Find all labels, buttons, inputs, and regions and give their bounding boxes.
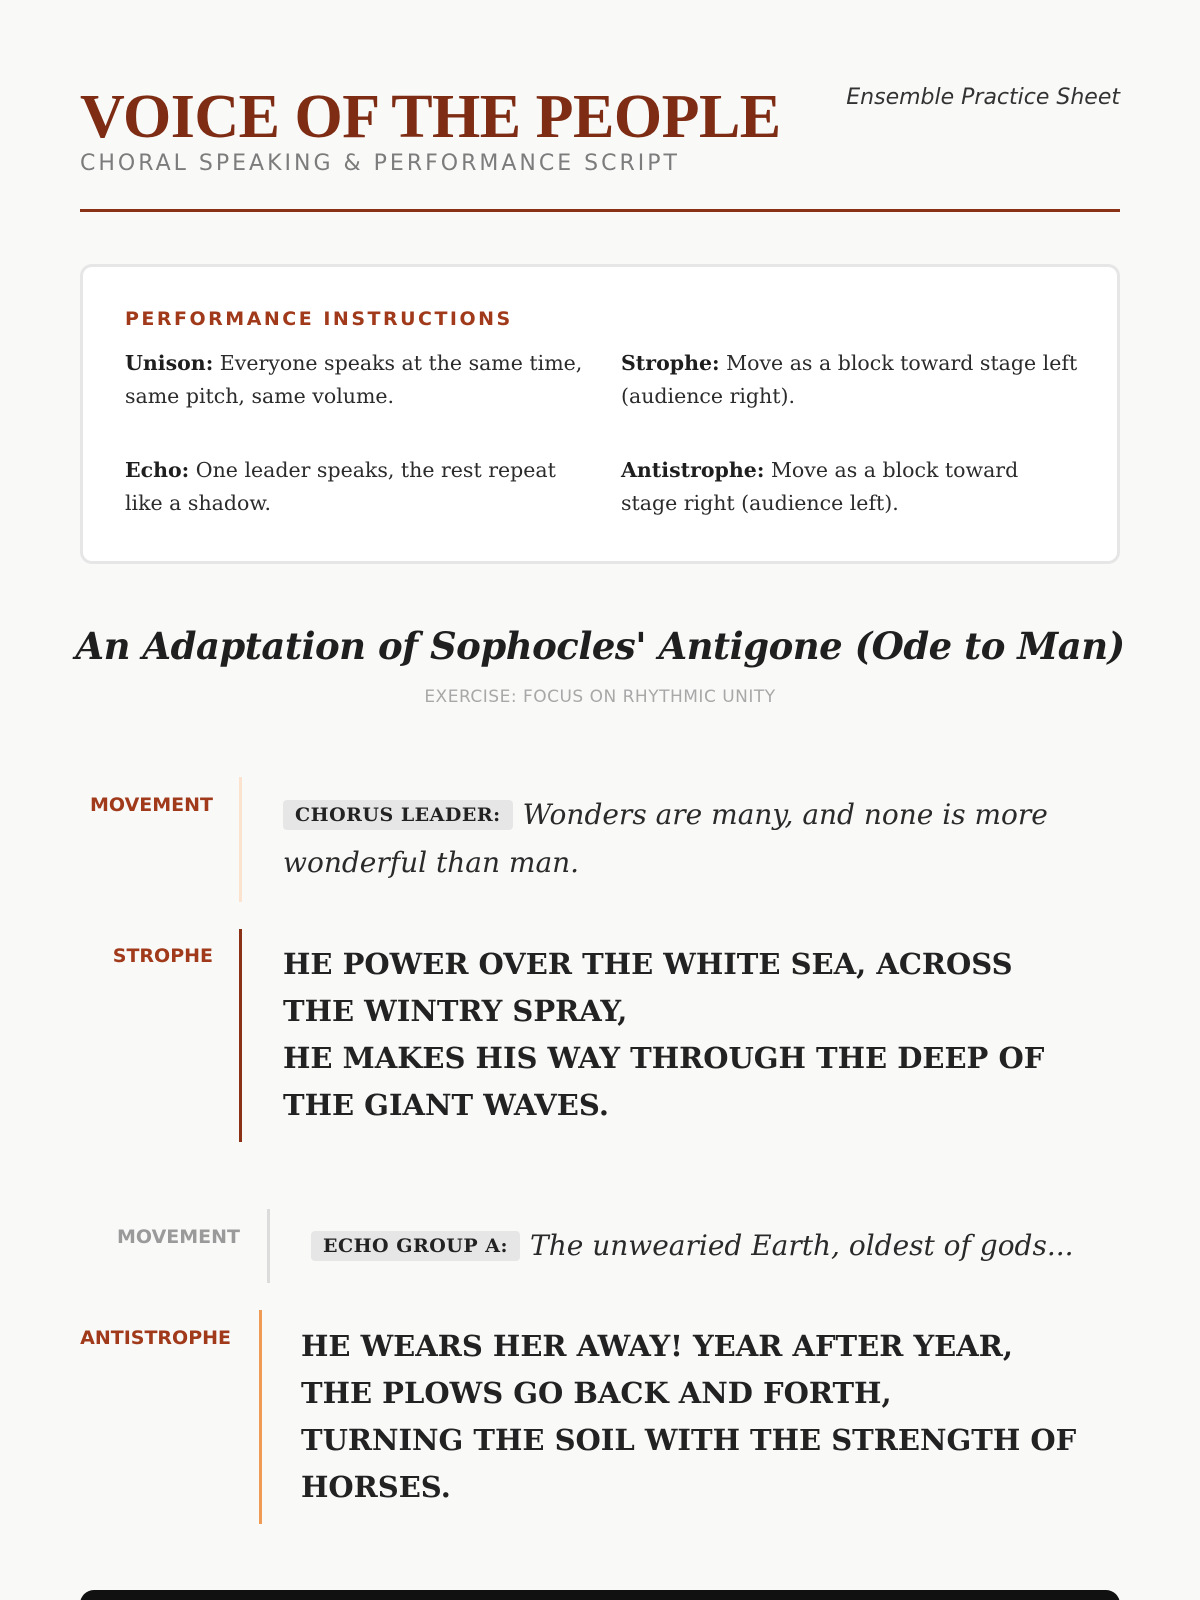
exercise-subtitle: EXERCISE: FOCUS ON RHYTHMIC UNITY — [424, 687, 776, 707]
script-block-echo-group — [311, 1222, 1111, 1270]
instruction-description: One leader speaks, the rest repeat like a shadow. — [125, 458, 556, 515]
chorus-line: HE WEARS HER AWAY! YEAR AFTER YEAR, THE PLOWS GO BACK AND FORTH, — [301, 1329, 1013, 1410]
instruction-term: Echo: — [125, 458, 190, 482]
page-subtitle: CHORAL SPEAKING & PERFORMANCE SCRIPT — [80, 151, 680, 176]
page-header — [80, 84, 1120, 212]
block-label-antistrophe: ANTISTROPHE — [80, 1327, 231, 1349]
instruction-description: Everyone speaks at the same time, same pitch, same volume. — [125, 351, 583, 408]
speaker-tag: CHORUS LEADER: — [283, 800, 513, 830]
instruction-term: Antistrophe: — [621, 458, 765, 482]
script-block-strophe — [283, 941, 1083, 1129]
block-rule — [239, 777, 242, 902]
chorus-line: HE MAKES HIS WAY THROUGH THE DEEP OF THE GIANT WAVES. — [283, 1041, 1045, 1122]
chorus-line: TURNING THE SOIL WITH THE STRENGTH OF HORSES. — [301, 1423, 1077, 1504]
instructions-heading: PERFORMANCE INSTRUCTIONS — [125, 308, 513, 330]
speaker-tag: ECHO GROUP A: — [311, 1231, 520, 1261]
block-rule — [259, 1310, 262, 1524]
sheet-tagline: Ensemble Practice Sheet — [846, 85, 1120, 110]
piece-title: An Adaptation of Sophocles' Antigone (Ode to Man) — [75, 624, 1125, 668]
performance-instructions-card — [80, 264, 1120, 564]
block-label-movement: MOVEMENT — [117, 1226, 240, 1248]
instruction-antistrophe — [621, 454, 1079, 520]
instruction-description: Move as a block toward stage right (audience left). — [621, 458, 1019, 515]
script-block-chorus-leader — [283, 791, 1073, 887]
block-label-movement: MOVEMENT — [90, 794, 213, 816]
instruction-term: Unison: — [125, 351, 214, 375]
block-rule — [267, 1209, 270, 1283]
script-block-antistrophe — [301, 1323, 1091, 1511]
block-label-strophe: STROPHE — [112, 945, 213, 967]
instruction-term: Strophe: — [621, 351, 720, 375]
spoken-line: Wonders are many, and none is more wonderful than man. — [283, 798, 1048, 879]
instruction-strophe — [621, 347, 1079, 413]
instruction-description: Move as a block toward stage left (audience right). — [621, 351, 1078, 408]
chorus-line: HE POWER OVER THE WHITE SEA, ACROSS THE WINTRY SPRAY, — [283, 947, 1013, 1028]
instruction-echo — [125, 454, 583, 520]
instruction-unison — [125, 347, 583, 413]
block-rule — [239, 929, 242, 1142]
spoken-line: The unwearied Earth, oldest of gods... — [530, 1229, 1074, 1262]
page-title: VOICE OF THE PEOPLE — [80, 83, 781, 151]
footer-bar — [80, 1590, 1120, 1600]
